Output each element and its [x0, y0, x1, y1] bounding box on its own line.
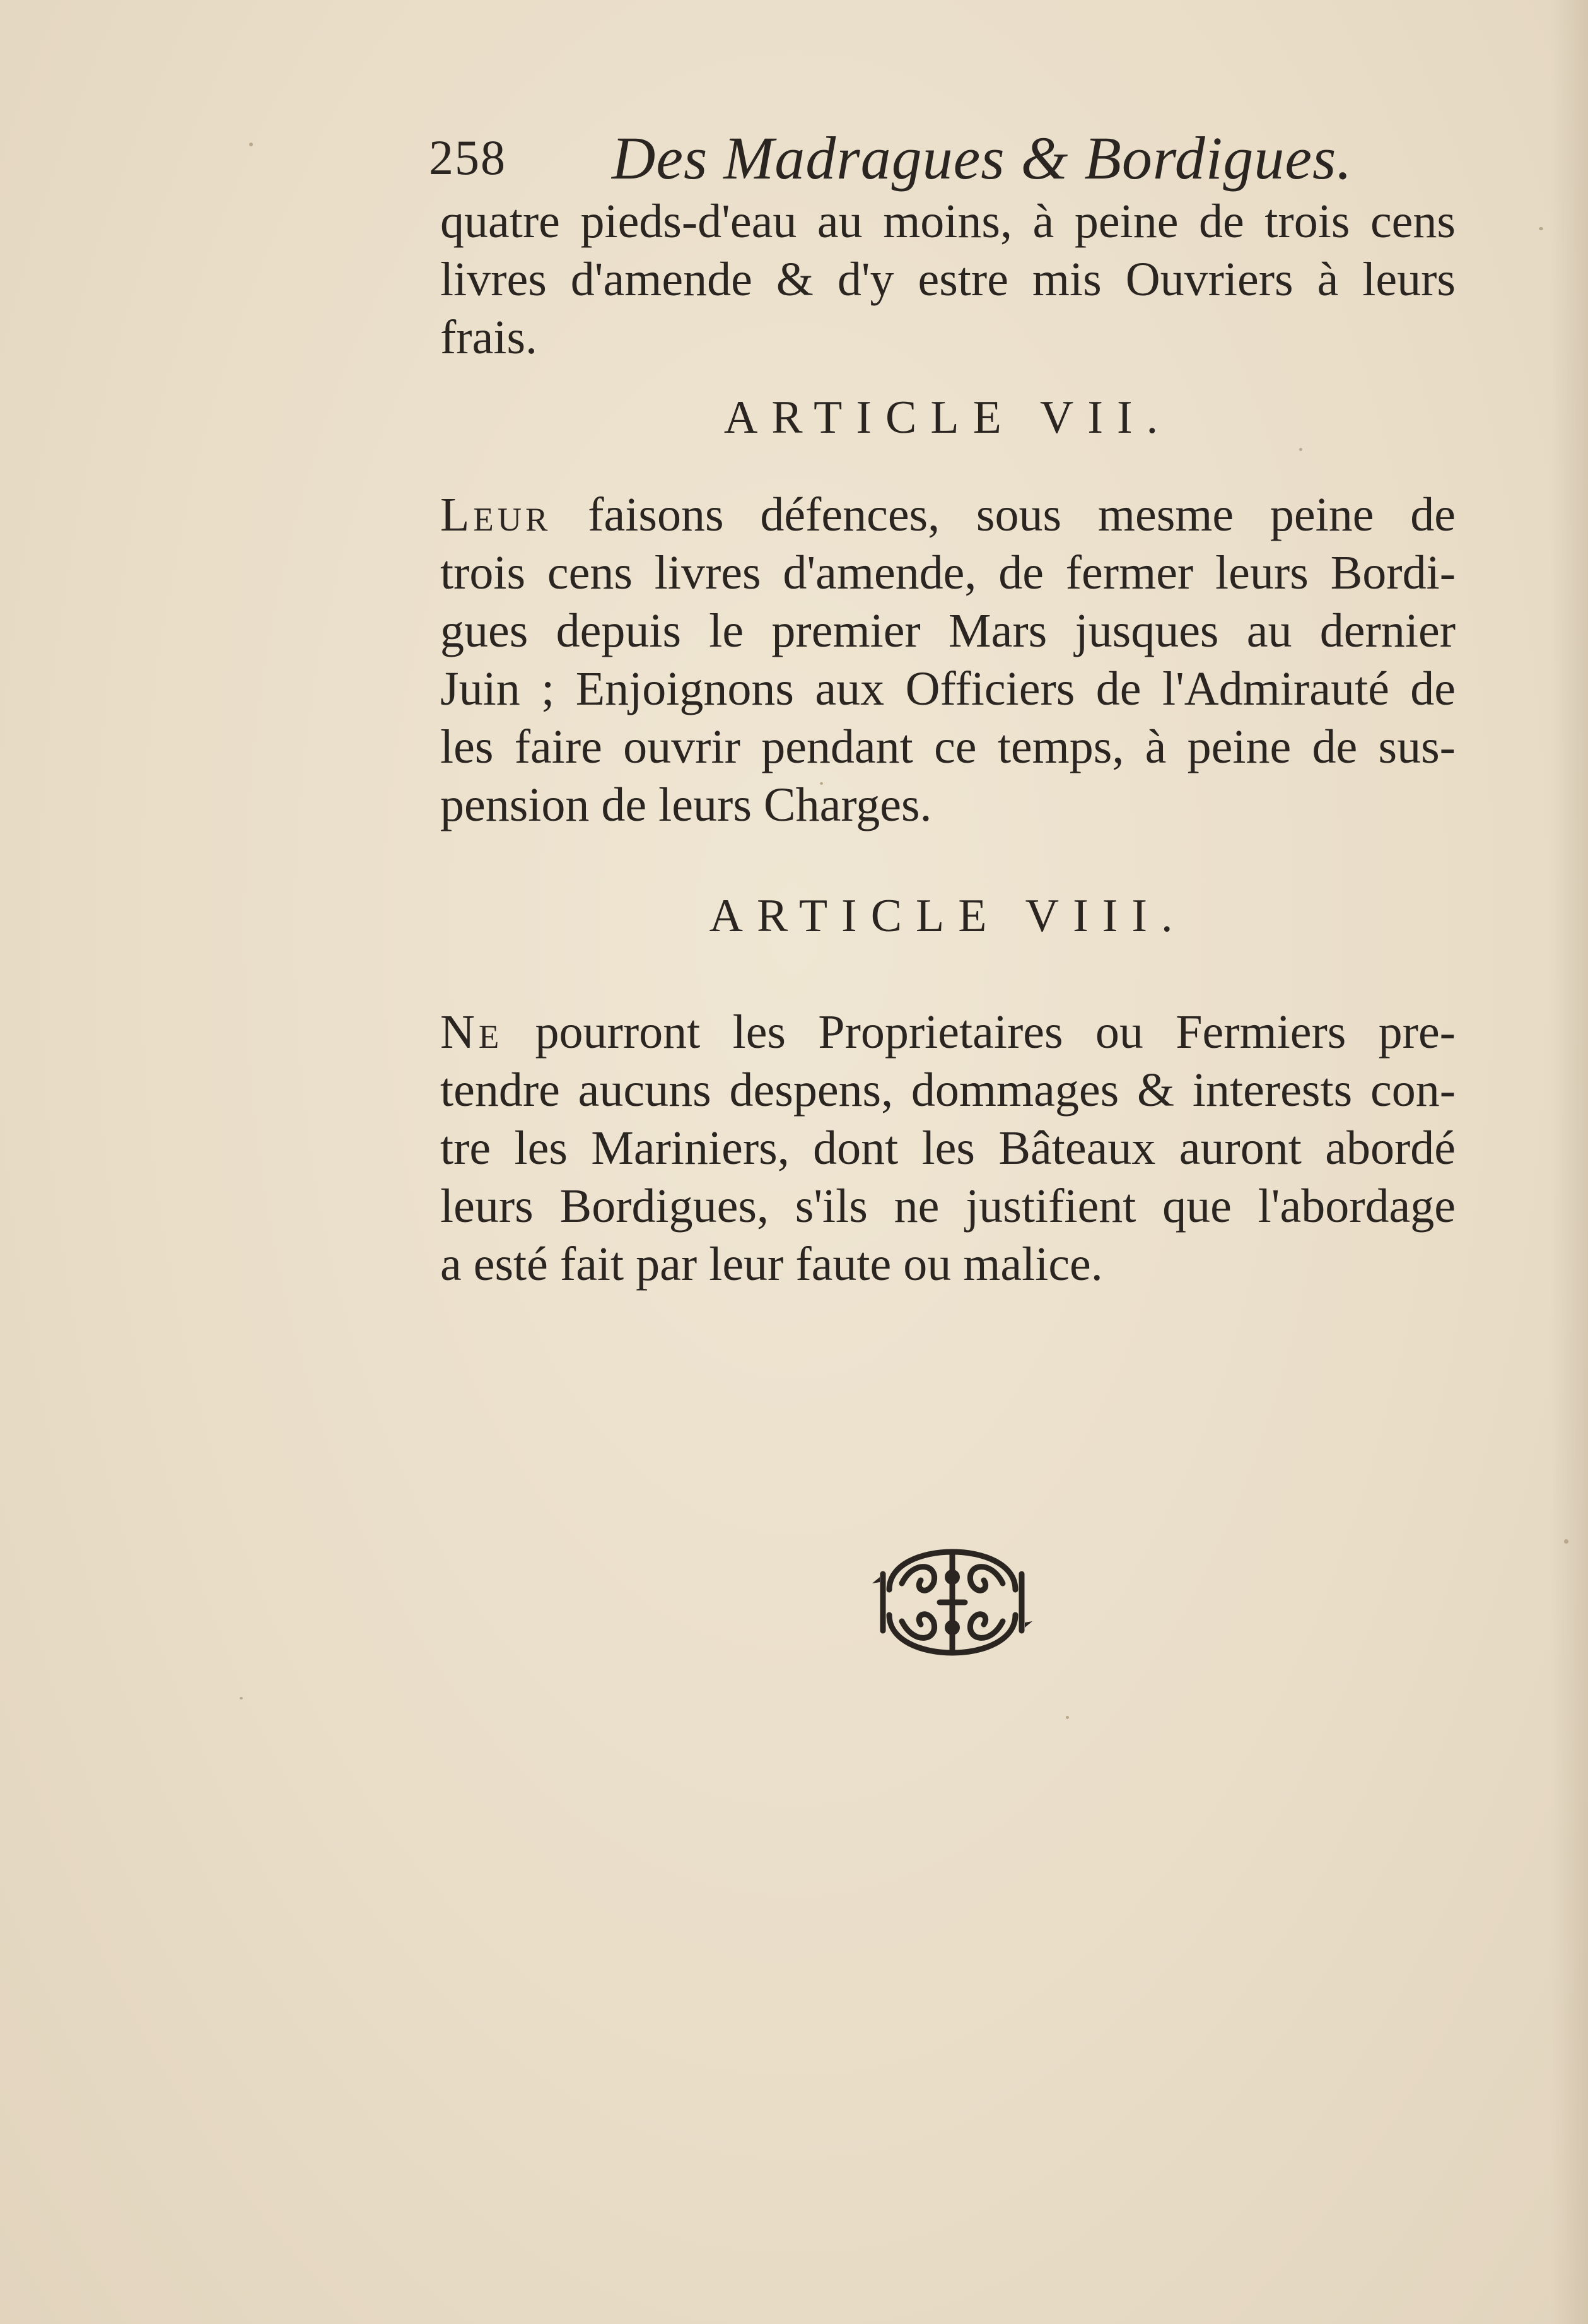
text-line: quatre pieds-d'eau au moins, à peine de trois cens [440, 195, 1456, 248]
text-line: a esté fait par leur faute ou malice. [440, 1238, 1103, 1291]
continuation-paragraph [440, 192, 1456, 367]
page-edge-shadow [1550, 0, 1588, 2324]
text-line: tendre aucuns despens, dommages & interests con- [440, 1064, 1456, 1117]
article-7-first-word: Leur [440, 488, 552, 541]
fleuron-ornament-icon [864, 1514, 1041, 1691]
text-line-rest: faisons défences, sous mesme peine de [551, 488, 1456, 541]
text-line: les faire ouvrir pendant ce temps, à peine de sus- [440, 720, 1456, 773]
article-7-heading: ARTICLE VII. [723, 392, 1172, 443]
article-8-paragraph [440, 1003, 1456, 1293]
text-line: livres d'amende & d'y estre mis Ouvriers à leurs [440, 253, 1456, 306]
article-7-paragraph [440, 486, 1456, 834]
article-8-heading: ARTICLE VIII. [709, 890, 1187, 942]
text-line: trois cens livres d'amende, de fermer leurs Bordi- [440, 546, 1456, 599]
text-line: leurs Bordigues, s'ils ne justifient que l'abordage [440, 1180, 1456, 1233]
text-line: Juin ; Enjoignons aux Officiers de l'Admirauté de [440, 662, 1456, 715]
text-line: tre les Mariniers, dont les Bâteaux auront abordé [440, 1122, 1456, 1175]
text-line: gues depuis le premier Mars jusques au dernier [440, 604, 1456, 657]
article-8-first-word: Ne [440, 1006, 503, 1059]
page-number: 258 [429, 130, 506, 185]
text-line-rest: pourront les Proprietaires ou Fermiers pre- [503, 1006, 1456, 1059]
text-line [440, 486, 1456, 544]
running-title: Des Madragues & Bordigues. [612, 124, 1353, 192]
text-line: frais. [440, 311, 538, 364]
text-line: pension de leurs Charges. [440, 778, 932, 831]
text-line [440, 1003, 1456, 1061]
running-header [416, 123, 1463, 192]
